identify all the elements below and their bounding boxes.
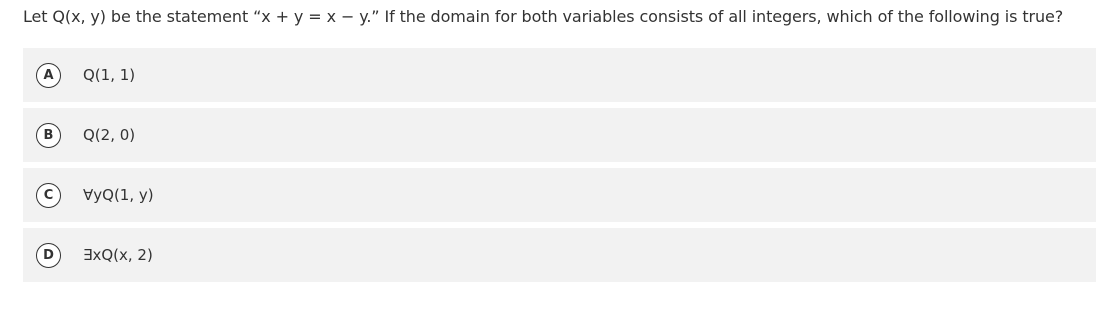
option-b-text: Q(2, 0) — [83, 126, 136, 144]
answer-options — [23, 48, 1096, 288]
option-d[interactable] — [23, 228, 1096, 282]
option-a[interactable] — [23, 48, 1096, 102]
option-b[interactable] — [23, 108, 1096, 162]
option-b-letter: B — [36, 123, 61, 148]
option-a-text: Q(1, 1) — [83, 66, 136, 84]
option-c[interactable] — [23, 168, 1096, 222]
question-text: Let Q(x, y) be the statement “x + y = x − y.” If the domain for both variables consists of all integers, which of the following is true? — [23, 7, 1064, 26]
option-c-text: ∀yQ(1, y) — [83, 186, 154, 204]
option-d-letter: D — [36, 243, 61, 268]
option-a-letter: A — [36, 63, 61, 88]
option-c-letter: C — [36, 183, 61, 208]
option-d-text: ∃xQ(x, 2) — [83, 246, 153, 264]
